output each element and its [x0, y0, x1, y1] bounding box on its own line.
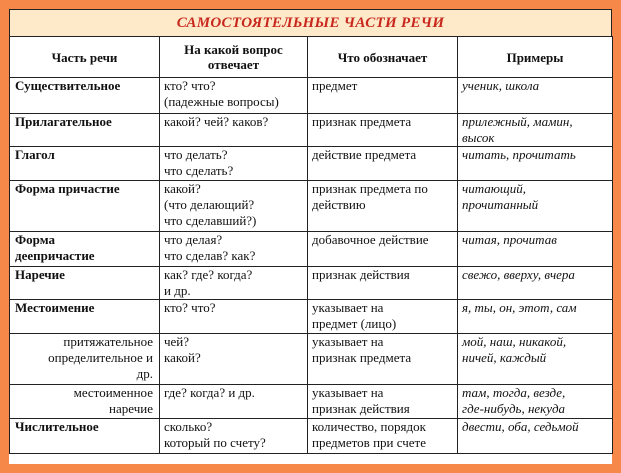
cell-part: Форма деепричастие — [10, 232, 160, 267]
cell-meaning: указывает на предмет (лицо) — [308, 300, 458, 334]
cell-meaning: признак действия — [308, 267, 458, 300]
cell-part: Существительное — [10, 78, 160, 114]
table-row — [10, 385, 613, 419]
cell-meaning: количество, порядок предметов при счете — [308, 419, 458, 454]
header-part: Часть речи — [10, 37, 160, 78]
cell-meaning: признак предмета по действию — [308, 181, 458, 232]
cell-question: кто? что? — [160, 300, 308, 334]
cell-meaning: указывает на признак предмета — [308, 334, 458, 385]
cell-meaning: действие предмета — [308, 147, 458, 181]
cell-part: Местоимение — [10, 300, 160, 334]
table-row — [10, 334, 613, 385]
cell-question: сколько? который по счету? — [160, 419, 308, 454]
cell-part: Прилагательное — [10, 114, 160, 147]
cell-question: где? когда? и др. — [160, 385, 308, 419]
cell-meaning: указывает на признак действия — [308, 385, 458, 419]
cell-examples: читая, прочитав — [458, 232, 613, 267]
cell-part: Форма причастие — [10, 181, 160, 232]
cell-examples: мой, наш, никакой, ничей, каждый — [458, 334, 613, 385]
cell-examples: свежо, вверху, вчера — [458, 267, 613, 300]
cell-question: чей? какой? — [160, 334, 308, 385]
cell-examples: читать, прочитать — [458, 147, 613, 181]
table-row — [10, 78, 613, 114]
header-row — [10, 37, 613, 78]
cell-examples: я, ты, он, этот, сам — [458, 300, 613, 334]
cell-examples: прилежный, мамин, высок — [458, 114, 613, 147]
table-row — [10, 114, 613, 147]
cell-part: Глагол — [10, 147, 160, 181]
table-card — [9, 9, 612, 464]
table-row — [10, 147, 613, 181]
cell-meaning: предмет — [308, 78, 458, 114]
cell-question: что делать? что сделать? — [160, 147, 308, 181]
cell-question: как? где? когда? и др. — [160, 267, 308, 300]
cell-examples: двести, оба, седьмой — [458, 419, 613, 454]
table-row — [10, 419, 613, 454]
parts-of-speech-table — [9, 36, 613, 454]
header-examples: Примеры — [458, 37, 613, 78]
cell-examples: читающий, прочитанный — [458, 181, 613, 232]
cell-question: какой? (что делающий? что сделавший?) — [160, 181, 308, 232]
cell-question: какой? чей? каков? — [160, 114, 308, 147]
cell-part: Наречие — [10, 267, 160, 300]
table-row — [10, 300, 613, 334]
table-row — [10, 267, 613, 300]
cell-examples: ученик, школа — [458, 78, 613, 114]
header-meaning: Что обозначает — [308, 37, 458, 78]
cell-examples: там, тогда, везде, где-нибудь, некуда — [458, 385, 613, 419]
header-question: На какой вопрос отвечает — [160, 37, 308, 78]
cell-part: Числительное — [10, 419, 160, 454]
cell-part: притяжательное определительное и др. — [10, 334, 160, 385]
table-row — [10, 181, 613, 232]
cell-meaning: добавочное действие — [308, 232, 458, 267]
table-row — [10, 232, 613, 267]
cell-meaning: признак предмета — [308, 114, 458, 147]
table-title: САМОСТОЯТЕЛЬНЫЕ ЧАСТИ РЕЧИ — [9, 9, 612, 37]
cell-question: что делая? что сделав? как? — [160, 232, 308, 267]
cell-question: кто? что? (падежные вопросы) — [160, 78, 308, 114]
cell-part: местоименное наречие — [10, 385, 160, 419]
